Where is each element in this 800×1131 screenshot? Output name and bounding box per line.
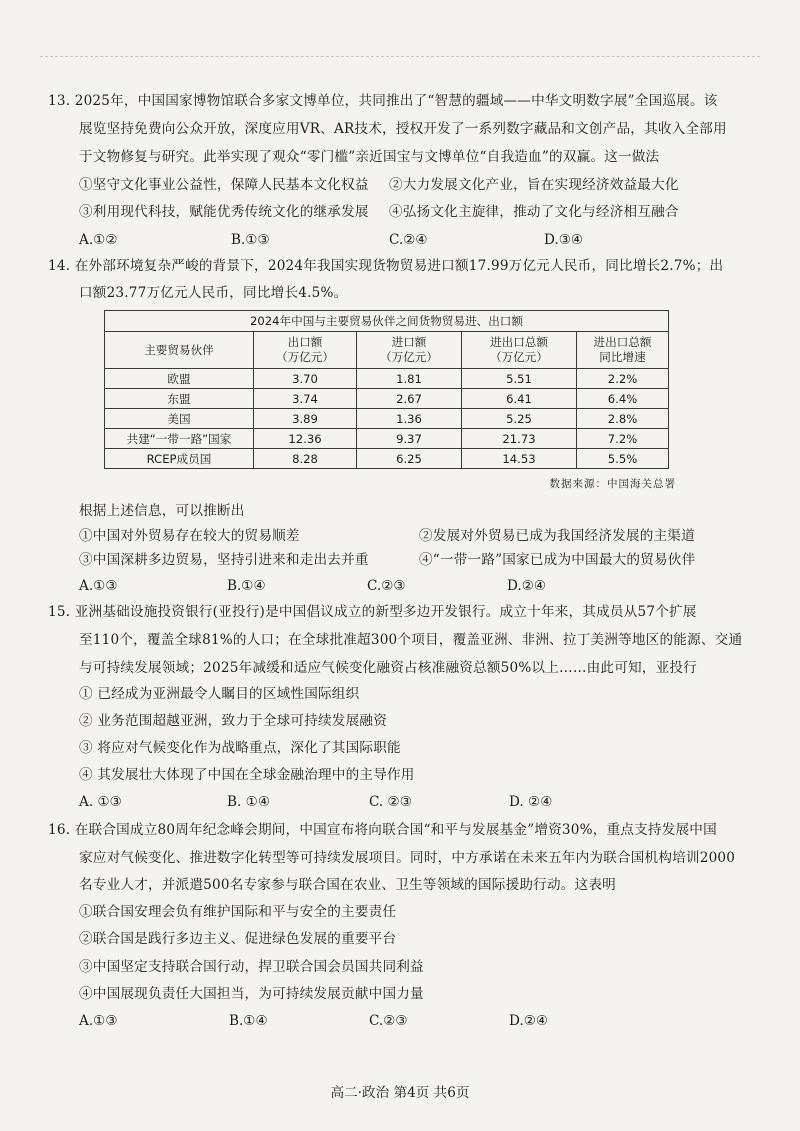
question-16-statement-4: ④中国展现负责任大国担当，为可持续发展贡献中国力量 (79, 986, 424, 1002)
table-cell: 2.67 (357, 389, 462, 409)
question-13-statement-2: ②大力发展文化产业，旨在实现经济效益最大化 (389, 177, 679, 193)
table-row (105, 369, 669, 389)
table-cell: 9.37 (357, 429, 462, 449)
question-15-line-1: 15. 亚洲基础设施投资银行(亚投行)是中国倡议成立的新型多边开发银行。成立十年来，其成员从57个扩展 (48, 604, 697, 620)
option-d[interactable]: D.②④ (509, 1013, 549, 1029)
trade-table (104, 310, 669, 469)
question-16-line-2: 家应对气候变化、推进数字化转型等可持续发展项目。同时，中方承诺在未来五年内为联合国机构培训2000 (79, 850, 736, 866)
table-cell: RCEP成员国 (105, 449, 254, 469)
page-footer: 高二·政治 第4页 共6页 (330, 1085, 470, 1101)
question-15-line-3: 与可持续发展领域；2025年减缓和适应气候变化融资占核准融资总额50%以上……由此可知，亚投行 (79, 660, 697, 676)
question-14-lead: 根据上述信息，可以推断出 (79, 503, 245, 519)
question-14-statement-1: ①中国对外贸易存在较大的贸易顺差 (79, 528, 300, 544)
table-cell: 6.25 (357, 449, 462, 469)
table-cell: 7.2% (577, 429, 669, 449)
question-13-line-2: 展览坚持免费向公众开放，深度应用VR、AR技术，授权开发了一系列数字藏品和文创产品，其收入全部用 (79, 121, 727, 137)
option-d[interactable]: D. ②④ (509, 794, 553, 810)
question-14-line-1: 14. 在外部环境复杂严峻的背景下，2024年我国实现货物贸易进口额17.99万亿元人民币，同比增长2.7%；出 (48, 258, 724, 274)
option-b[interactable]: B.①④ (229, 1013, 268, 1029)
table-row (105, 409, 669, 429)
fold-line (40, 56, 760, 57)
question-13-line-1: 13. 2025年，中国国家博物馆联合多家文博单位，共同推出了“智慧的疆域——中华文明数字展”全国巡展。该 (48, 93, 718, 109)
question-15-statement-2: ② 业务范围超越亚洲，致力于全球可持续发展融资 (79, 713, 387, 729)
question-13-line-3: 于文物修复与研究。此举实现了观众“零门槛”亲近国宝与文博单位“自我造血”的双赢。这一做法 (79, 149, 660, 165)
table-cell: 1.81 (357, 369, 462, 389)
question-15-line-2: 至110个，覆盖全球81%的人口；在全球批准超300个项目，覆盖亚洲、非洲、拉丁美洲等地区的能源、交通 (79, 632, 743, 648)
option-a[interactable]: A.①② (79, 232, 118, 248)
option-b[interactable]: B.①④ (227, 578, 266, 594)
option-b[interactable]: B.①③ (231, 232, 270, 248)
option-c[interactable]: C.②④ (389, 232, 428, 248)
table-header-import: 进口额 （万亿元） (357, 332, 462, 369)
table-cell: 3.74 (254, 389, 357, 409)
option-a[interactable]: A.①③ (79, 578, 118, 594)
question-16-line-3: 名专业人才，并派遣500名专家参与联合国在农业、卫生等领域的国际援助行动。这表明 (79, 877, 616, 893)
question-16-statement-2: ②联合国是践行多边主义、促进绿色发展的重要平台 (79, 931, 397, 947)
table-cell: 2.8% (577, 409, 669, 429)
table-cell: 8.28 (254, 449, 357, 469)
table-row (105, 449, 669, 469)
question-16-statement-1: ①联合国安理会负有维护国际和平与安全的主要责任 (79, 904, 397, 920)
table-cell: 14.53 (462, 449, 577, 469)
option-b[interactable]: B. ①④ (227, 794, 271, 810)
question-14-statement-3: ③中国深耕多边贸易，坚持引进来和走出去并重 (79, 552, 369, 568)
table-row (105, 429, 669, 449)
table-header-growth: 进出口总额 同比增速 (577, 332, 669, 369)
question-15-statement-3: ③ 将应对气候变化作为战略重点，深化了其国际职能 (79, 740, 401, 756)
option-d[interactable]: D.③④ (544, 232, 584, 248)
table-cell: 1.36 (357, 409, 462, 429)
table-cell: 12.36 (254, 429, 357, 449)
question-13-statement-1: ①坚守文化事业公益性，保障人民基本文化权益 (79, 177, 369, 193)
table-cell: 东盟 (105, 389, 254, 409)
option-c[interactable]: C.②③ (369, 1013, 408, 1029)
question-15-statement-1: ① 已经成为亚洲最令人瞩目的区域性国际组织 (79, 686, 360, 702)
option-a[interactable]: A. ①③ (79, 794, 122, 810)
question-14-line-2: 口额23.77万亿元人民币，同比增长4.5%。 (79, 285, 348, 301)
table-cell: 美国 (105, 409, 254, 429)
question-13-statement-4: ④弘扬文化主旋律，推动了文化与经济相互融合 (389, 204, 679, 220)
table-cell: 5.25 (462, 409, 577, 429)
trade-table-container (104, 310, 669, 469)
question-14-statement-4: ④“一带一路”国家已成为中国最大的贸易伙伴 (419, 552, 696, 568)
table-header-partner: 主要贸易伙伴 (105, 332, 254, 369)
question-16-statement-3: ③中国坚定支持联合国行动，捍卫联合国会员国共同利益 (79, 959, 424, 975)
table-cell: 3.89 (254, 409, 357, 429)
table-cell: 6.41 (462, 389, 577, 409)
table-row (105, 389, 669, 409)
table-cell: 欧盟 (105, 369, 254, 389)
option-c[interactable]: C.②③ (367, 578, 406, 594)
table-cell: 6.4% (577, 389, 669, 409)
table-cell: 5.51 (462, 369, 577, 389)
table-cell: 5.5% (577, 449, 669, 469)
option-c[interactable]: C. ②③ (369, 794, 412, 810)
table-caption: 2024年中国与主要贸易伙伴之间货物贸易进、出口额 (105, 311, 669, 332)
table-header-total: 进出口总额 （万亿元） (462, 332, 577, 369)
table-cell: 21.73 (462, 429, 577, 449)
table-cell: 3.70 (254, 369, 357, 389)
option-d[interactable]: D.②④ (507, 578, 547, 594)
table-source-note: 数据来源：中国海关总署 (549, 478, 676, 490)
question-15-statement-4: ④ 其发展壮大体现了中国在全球金融治理中的主导作用 (79, 767, 415, 783)
table-cell: 共建“一带一路”国家 (105, 429, 254, 449)
option-a[interactable]: A.①③ (79, 1013, 118, 1029)
question-13-statement-3: ③利用现代科技，赋能优秀传统文化的继承发展 (79, 204, 369, 220)
question-14-statement-2: ②发展对外贸易已成为我国经济发展的主渠道 (419, 528, 695, 544)
question-16-line-1: 16. 在联合国成立80周年纪念峰会期间，中国宣布将向联合国“和平与发展基金”增资30%，重点支持发展中国 (48, 822, 717, 838)
table-cell: 2.2% (577, 369, 669, 389)
table-header-export: 出口额 （万亿元） (254, 332, 357, 369)
